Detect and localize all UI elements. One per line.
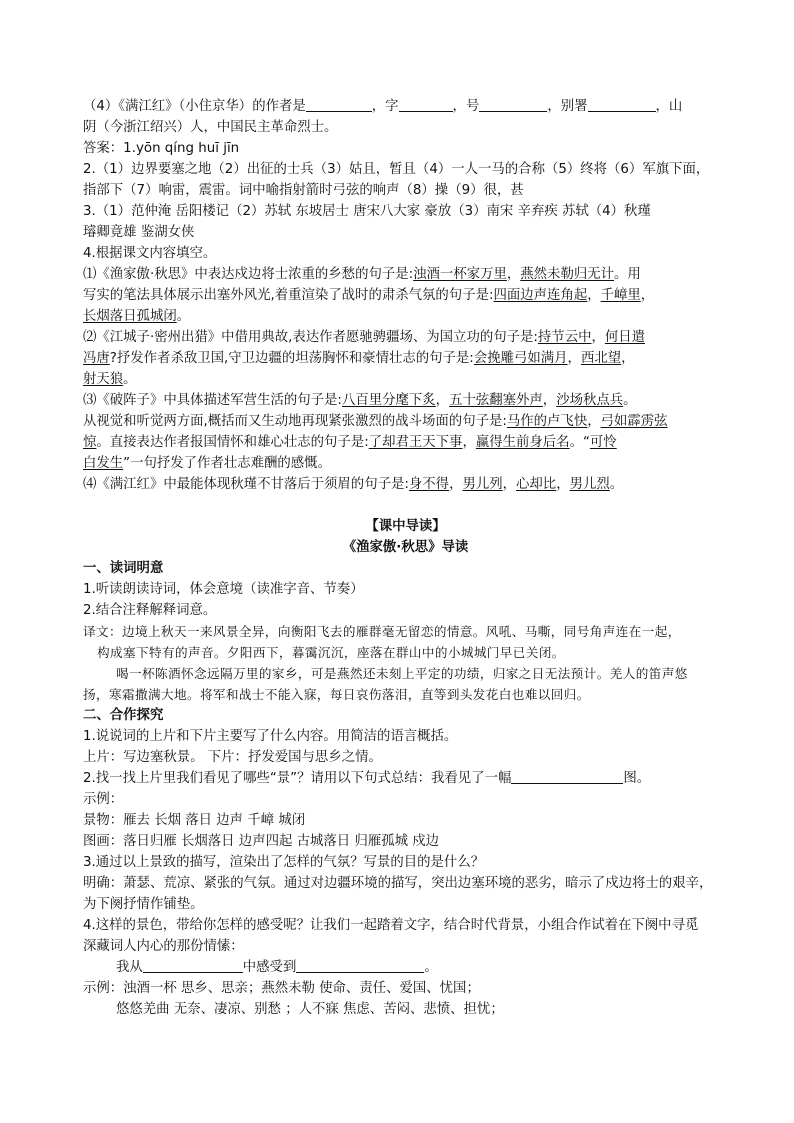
fill-3-line4: 白发生”一句抒发了作者壮志难酬的感慨。 (83, 456, 331, 471)
heading-explore: 二、合作探究 (83, 708, 164, 723)
answer-2-line1: 2.（1）边界要塞之地（2）出征的士兵（3）姑且，暂且（4）一人一马的合称（5）终将（6）军旗下面， (83, 162, 710, 177)
heading-read: 一、读词明意 (83, 561, 164, 576)
document-page (83, 96, 728, 1020)
spacer (83, 495, 728, 516)
question-4-line2: 阴（今浙江绍兴）人，中国民主革命烈士。 (83, 120, 338, 135)
scene-list: 景物：雁去 长烟 落日 边声 千嶂 城闭 (83, 813, 306, 828)
question-4-line1: （4）《满江红》（小住京华）的作者是 ，字 ，号 ，别署 ，山 (83, 99, 683, 114)
explore-q2: 2.找一找上片里我们看见了哪些“景”？请用以下句式总结：我看见了一幅 图。 (83, 771, 651, 786)
explore-q4-template: 我从 中感受到 。 (116, 960, 438, 975)
answer-3-line1: 3.（1）范仲淹 岳阳楼记（2）苏轼 东坡居士 唐宋八大家 豪放（3）南宋 辛弃疾 苏轼（4）秋瑾 (83, 204, 651, 219)
answer-blank[interactable] (511, 770, 623, 784)
answer-3-line2: 璿卿竟雄 鉴湖女侠 (83, 225, 195, 240)
read-step-2: 2.结合注释解释词意。 (83, 603, 217, 618)
explore-q4-line2: 深藏词人内心的那份情愫： (83, 939, 244, 954)
read-step-1: 1.听读朗读诗词，体会意境（读准字音、节奏） (83, 582, 364, 597)
explore-q3-answer-line2: 为下阕抒情作铺垫。 (83, 897, 204, 912)
picture-list: 图画：落日归雁 长烟落日 边声四起 古城落日 归雁孤城 戍边 (83, 834, 440, 849)
answer-blank[interactable] (306, 98, 372, 112)
explore-q3: 3.通过以上景致的描写，渲染出了怎样的气氛？写景的目的是什么？ (83, 855, 485, 870)
translation-line1: 译文：边境上秋天一来风景全异，向衡阳飞去的雁群毫无留恋的情意。风吼、马嘶，同号角声连在一起， (83, 624, 681, 639)
fill-3-line3: 惊。直接表达作者报国情怀和雄心壮志的句子是:了却君王天下事，赢得生前身后名。“可怜 (83, 435, 617, 450)
fill-2-line1: ⑵《江城子·密州出猎》中借用典故,表达作者愿驰骋疆场、为国立功的句子是:持节云中，何日遣 (83, 330, 646, 345)
example-2: 悠悠羌曲 无奈、凄凉、别愁 ；人不寐 焦虑、苦闷、悲愤、担忧； (116, 1002, 504, 1017)
answer-blank[interactable] (296, 959, 424, 973)
example-1: 示例：浊酒一杯 思乡、思亲；燕然未勒 使命、责任、爱国、忧国； (83, 981, 480, 996)
fill-1-line3: 长烟落日孤城闭。 (83, 309, 191, 324)
translation-line4: 扬，寒霜撒满大地。将军和战士不能入寐，每日哀伤落泪，直等到头发花白也难以回归。 (83, 687, 590, 702)
answer-blank[interactable] (399, 98, 453, 112)
answer-blank[interactable] (479, 98, 547, 112)
explore-q3-answer-line1: 明确：萧瑟、荒凉、紧张的气氛。通过对边疆环境的描写，突出边塞环境的恶劣，暗示了戍边将士的艰辛， (83, 876, 713, 891)
fill-2-line2: 冯唐?抒发作者杀敌卫国,守卫边疆的坦荡胸怀和豪情壮志的句子是:会挽雕弓如满月，西北望， (83, 351, 635, 366)
section-title: 【课中导读】 (365, 519, 446, 534)
section-subtitle: 《渔家傲·秋思》导读 (342, 540, 469, 555)
example-label: 示例： (83, 792, 124, 807)
fill-3-line1: ⑶《破阵子》中具体描述军营生活的句子是:八百里分麾下炙，五十弦翻塞外声，沙场秋点兵。 (83, 393, 637, 408)
fill-3-line2: 从视觉和听觉两方面,概括而又生动地再现紧张激烈的战斗场面的句子是:马作的卢飞快，弓如霹雳弦 (83, 414, 668, 429)
fill-2-line3: 射天狼。 (83, 372, 137, 387)
answer-2-line2: 指部下（7）响雷，震雷。词中喻指射箭时弓弦的响声（8）操（9）很，甚 (83, 183, 524, 198)
explore-q1: 1.说说词的上片和下片主要写了什么内容。用简洁的语言概括。 (83, 729, 458, 744)
fill-1-line2: 写实的笔法具体展示出塞外风光,着重渲染了战时的肃杀气氛的句子是:四面边声连角起，千嶂里， (83, 288, 655, 303)
translation-line2: 构成塞下特有的声音。夕阳西下，暮霭沉沉，座落在群山中的小城城门早已关闭。 (97, 645, 565, 660)
fill-1-line1: ⑴《渔家傲·秋思》中表达戍边将士浓重的乡愁的句子是:浊酒一杯家万里，燕然未勒归无计。用 (83, 267, 641, 282)
answer-4-heading: 4.根据课文内容填空。 (83, 246, 217, 261)
explore-q1-answer: 上片：写边塞秋景。 下片：抒发爱国与思乡之情。 (83, 750, 382, 765)
answer-blank[interactable] (143, 959, 243, 973)
fill-4-line1: ⑷《满江红》中最能体现秋瑾不甘落后于须眉的句子是:身不得，男儿列，心却比，男儿烈。 (83, 477, 624, 492)
answer-1: 答案：1.yōn qíng huī jīn (83, 141, 240, 156)
explore-q4-line1: 4.这样的景色，带给你怎样的感受呢？让我们一起踏着文字，结合时代背景，小组合作试着在下阕中寻觅 (83, 918, 699, 933)
translation-line3: 喝一杯陈酒怀念远隔万里的家乡，可是燕然还未刻上平定的功绩，归家之日无法预计。羌人的笛声悠 (116, 666, 688, 681)
answer-blank[interactable] (588, 98, 656, 112)
